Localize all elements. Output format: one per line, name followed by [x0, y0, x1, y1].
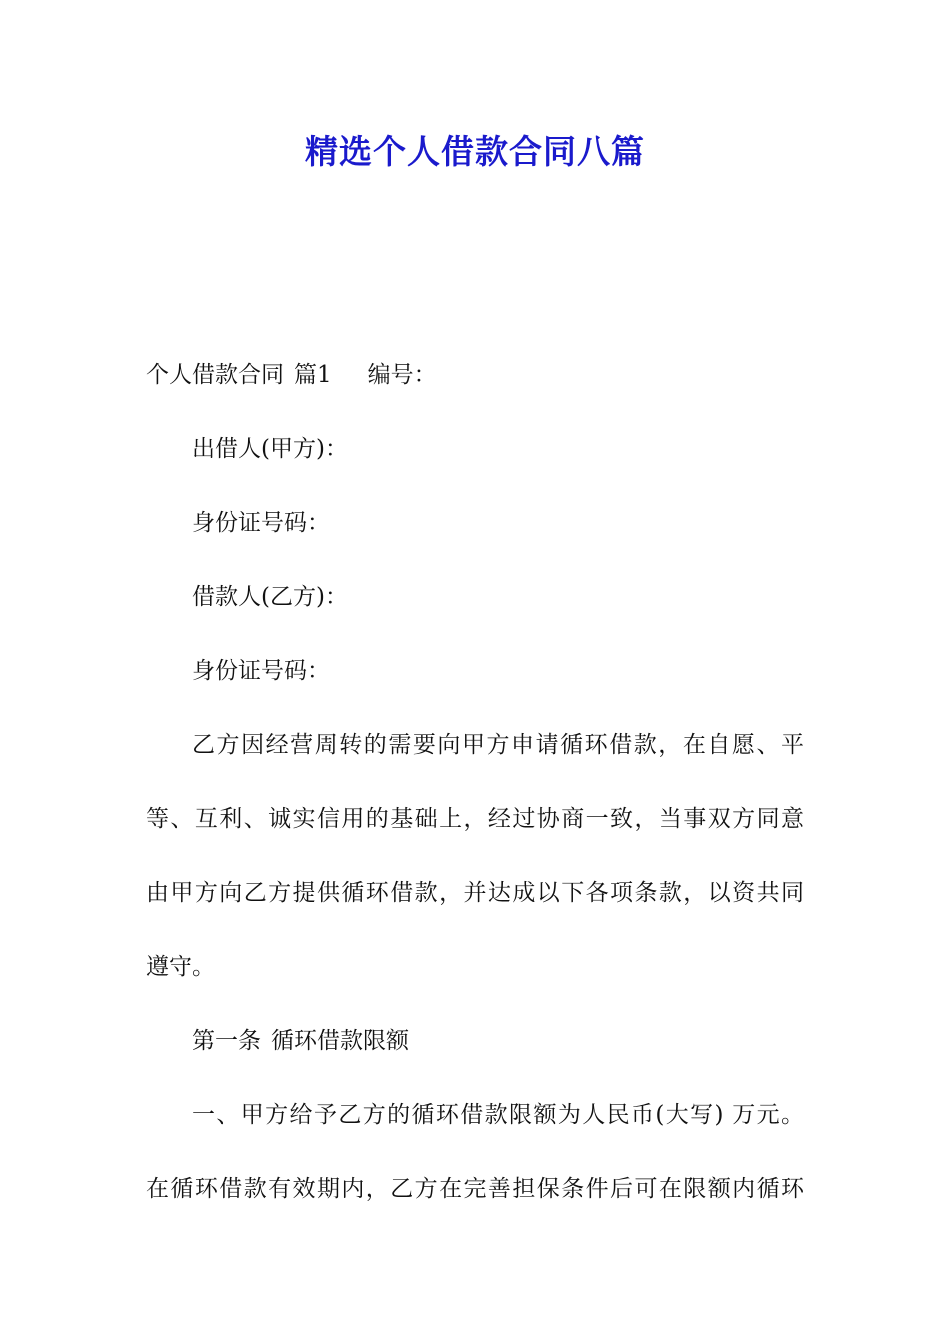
preamble-line: 遵守。: [146, 954, 215, 980]
article-number: 第一条: [192, 1028, 261, 1054]
contract-heading: [146, 338, 804, 412]
preamble-line: 等、互利、诚实信用的基础上，经过协商一致，当事双方同意: [146, 806, 804, 832]
article-title: 循环借款限额: [271, 1028, 409, 1054]
party-lender-id: 身份证号码：: [192, 510, 330, 536]
party-borrower-id: 身份证号码：: [192, 658, 330, 684]
contract-number-label: 编号：: [367, 362, 437, 388]
document-title: 精选个人借款合同八篇: [305, 132, 645, 171]
party-borrower: 借款人(乙方)：: [192, 584, 348, 610]
contract-name: 个人借款合同: [146, 362, 284, 388]
clause-line: 一、甲方给予乙方的循环借款限额为人民币(大写) 万元。: [192, 1102, 804, 1128]
preamble-line: 乙方因经营周转的需要向甲方申请循环借款，在自愿、平: [192, 732, 804, 758]
preamble-line: 由甲方向乙方提供循环借款，并达成以下各项条款，以资共同: [146, 880, 804, 906]
document-body: [146, 338, 804, 1226]
clause-line: 在循环借款有效期内，乙方在完善担保条件后可在限额内循环: [146, 1176, 804, 1202]
party-lender: 出借人(甲方)：: [192, 436, 348, 462]
article-heading: [146, 1004, 804, 1078]
contract-section: 篇1: [294, 362, 332, 388]
